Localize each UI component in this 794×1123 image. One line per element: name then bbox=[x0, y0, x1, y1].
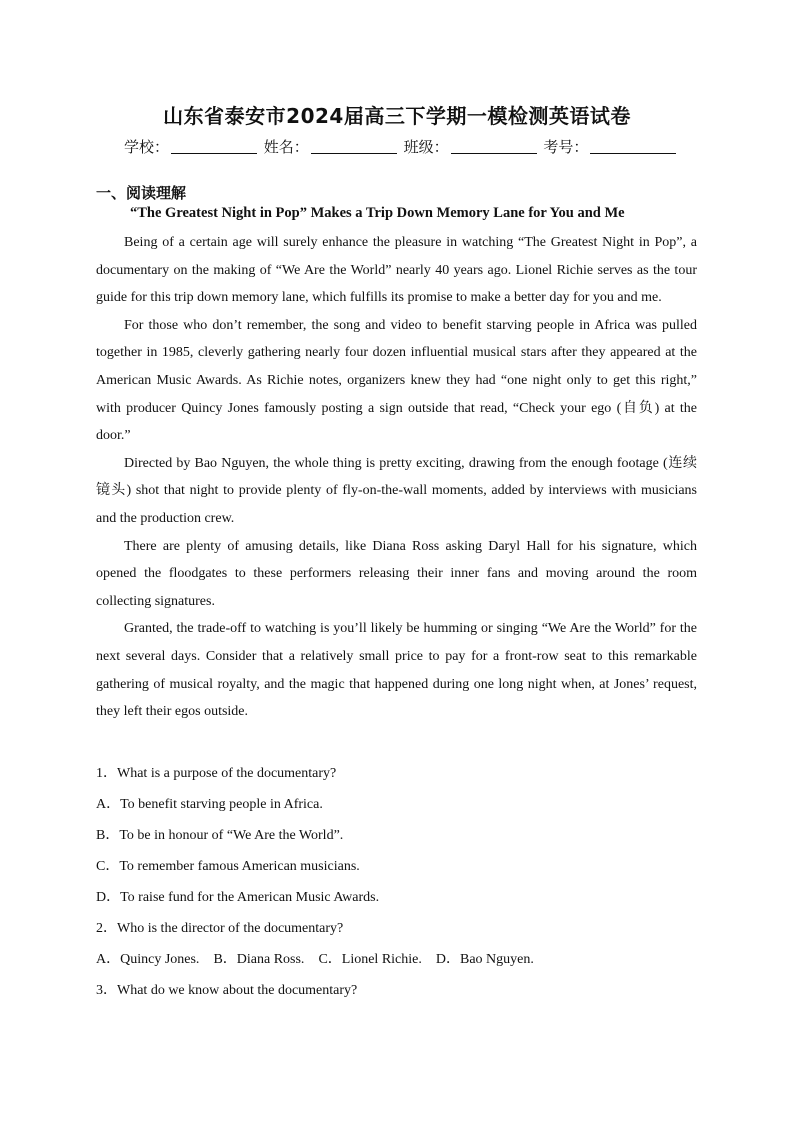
school-label: 学校： bbox=[124, 138, 170, 156]
question-1-option-c[interactable]: C．To remember famous American musicians. bbox=[96, 859, 360, 874]
passage-paragraph: There are plenty of amusing details, like Diana Ross asking Daryl Hall for his signature, which opened the floodgates to these performers releasing their inner fans and moving around the room collecting signatures. bbox=[96, 538, 697, 609]
article-title: “The Greatest Night in Pop” Makes a Trip Down Memory Lane for You and Me bbox=[130, 205, 625, 221]
question-2-option-c[interactable]: C．Lionel Richie. bbox=[318, 952, 422, 967]
question-1-option-d[interactable]: D．To raise fund for the American Music Awards. bbox=[96, 890, 380, 905]
reading-passage bbox=[96, 229, 697, 726]
question-1-stem: 1．What is a purpose of the documentary? bbox=[96, 766, 337, 781]
name-label: 姓名： bbox=[263, 138, 309, 156]
question-2-option-a[interactable]: A．Quincy Jones. bbox=[96, 952, 200, 967]
school-blank[interactable] bbox=[171, 139, 257, 154]
question-list bbox=[96, 761, 697, 1009]
class-label: 班级： bbox=[403, 138, 449, 156]
student-info-row bbox=[124, 136, 684, 157]
class-blank[interactable] bbox=[451, 139, 537, 154]
question-1-option-a[interactable]: A．To benefit starving people in Africa. bbox=[96, 797, 323, 812]
exam-number-label: 考号： bbox=[543, 138, 589, 156]
page-title: 山东省泰安市2024届高三下学期一模检测英语试卷 bbox=[163, 104, 631, 128]
passage-paragraph: Granted, the trade-off to watching is you’ll likely be humming or singing “We Are the World” for the next several days. Consider that a relatively small price to pay for a front-row seat to this remarkable gathering of musical royalty, and the magic that happened during one long night when, at Jones’ request, they left their egos outside. bbox=[96, 621, 697, 720]
question-3-stem: 3．What do we know about the documentary? bbox=[96, 983, 358, 998]
exam-number-blank[interactable] bbox=[590, 139, 676, 154]
question-2-options bbox=[96, 947, 697, 978]
passage-paragraph: Being of a certain age will surely enhance the pleasure in watching “The Greatest Night in Pop”, a documentary on the making of “We Are the World” nearly 40 years ago. Lionel Richie serves as the tour guide for this trip down memory lane, which fulfills its promise to make a better day for you and me. bbox=[96, 235, 697, 306]
name-blank[interactable] bbox=[311, 139, 397, 154]
section-heading: 一、阅读理解 bbox=[96, 184, 187, 202]
question-1-option-b[interactable]: B．To be in honour of “We Are the World”. bbox=[96, 828, 344, 843]
passage-paragraph: Directed by Bao Nguyen, the whole thing is pretty exciting, drawing from the enough footage (连续镜头) shot that night to provide plenty of fly-on-the-wall moments, added by interviews with musicians and the production crew. bbox=[96, 455, 697, 526]
passage-paragraph: For those who don’t remember, the song and video to benefit starving people in Africa was pulled together in 1985, cleverly gathering nearly four dozen influential musical stars after they appeared at the American Music Awards. As Richie notes, organizers knew they had “one night only to get this right,” with producer Quincy Jones famously posting a sign outside that read, “Check your ego (自负) at the door.” bbox=[96, 317, 697, 444]
question-2-option-b[interactable]: B．Diana Ross. bbox=[213, 952, 305, 967]
question-2-option-d[interactable]: D．Bao Nguyen. bbox=[435, 952, 534, 967]
question-2-stem: 2．Who is the director of the documentary? bbox=[96, 921, 344, 936]
